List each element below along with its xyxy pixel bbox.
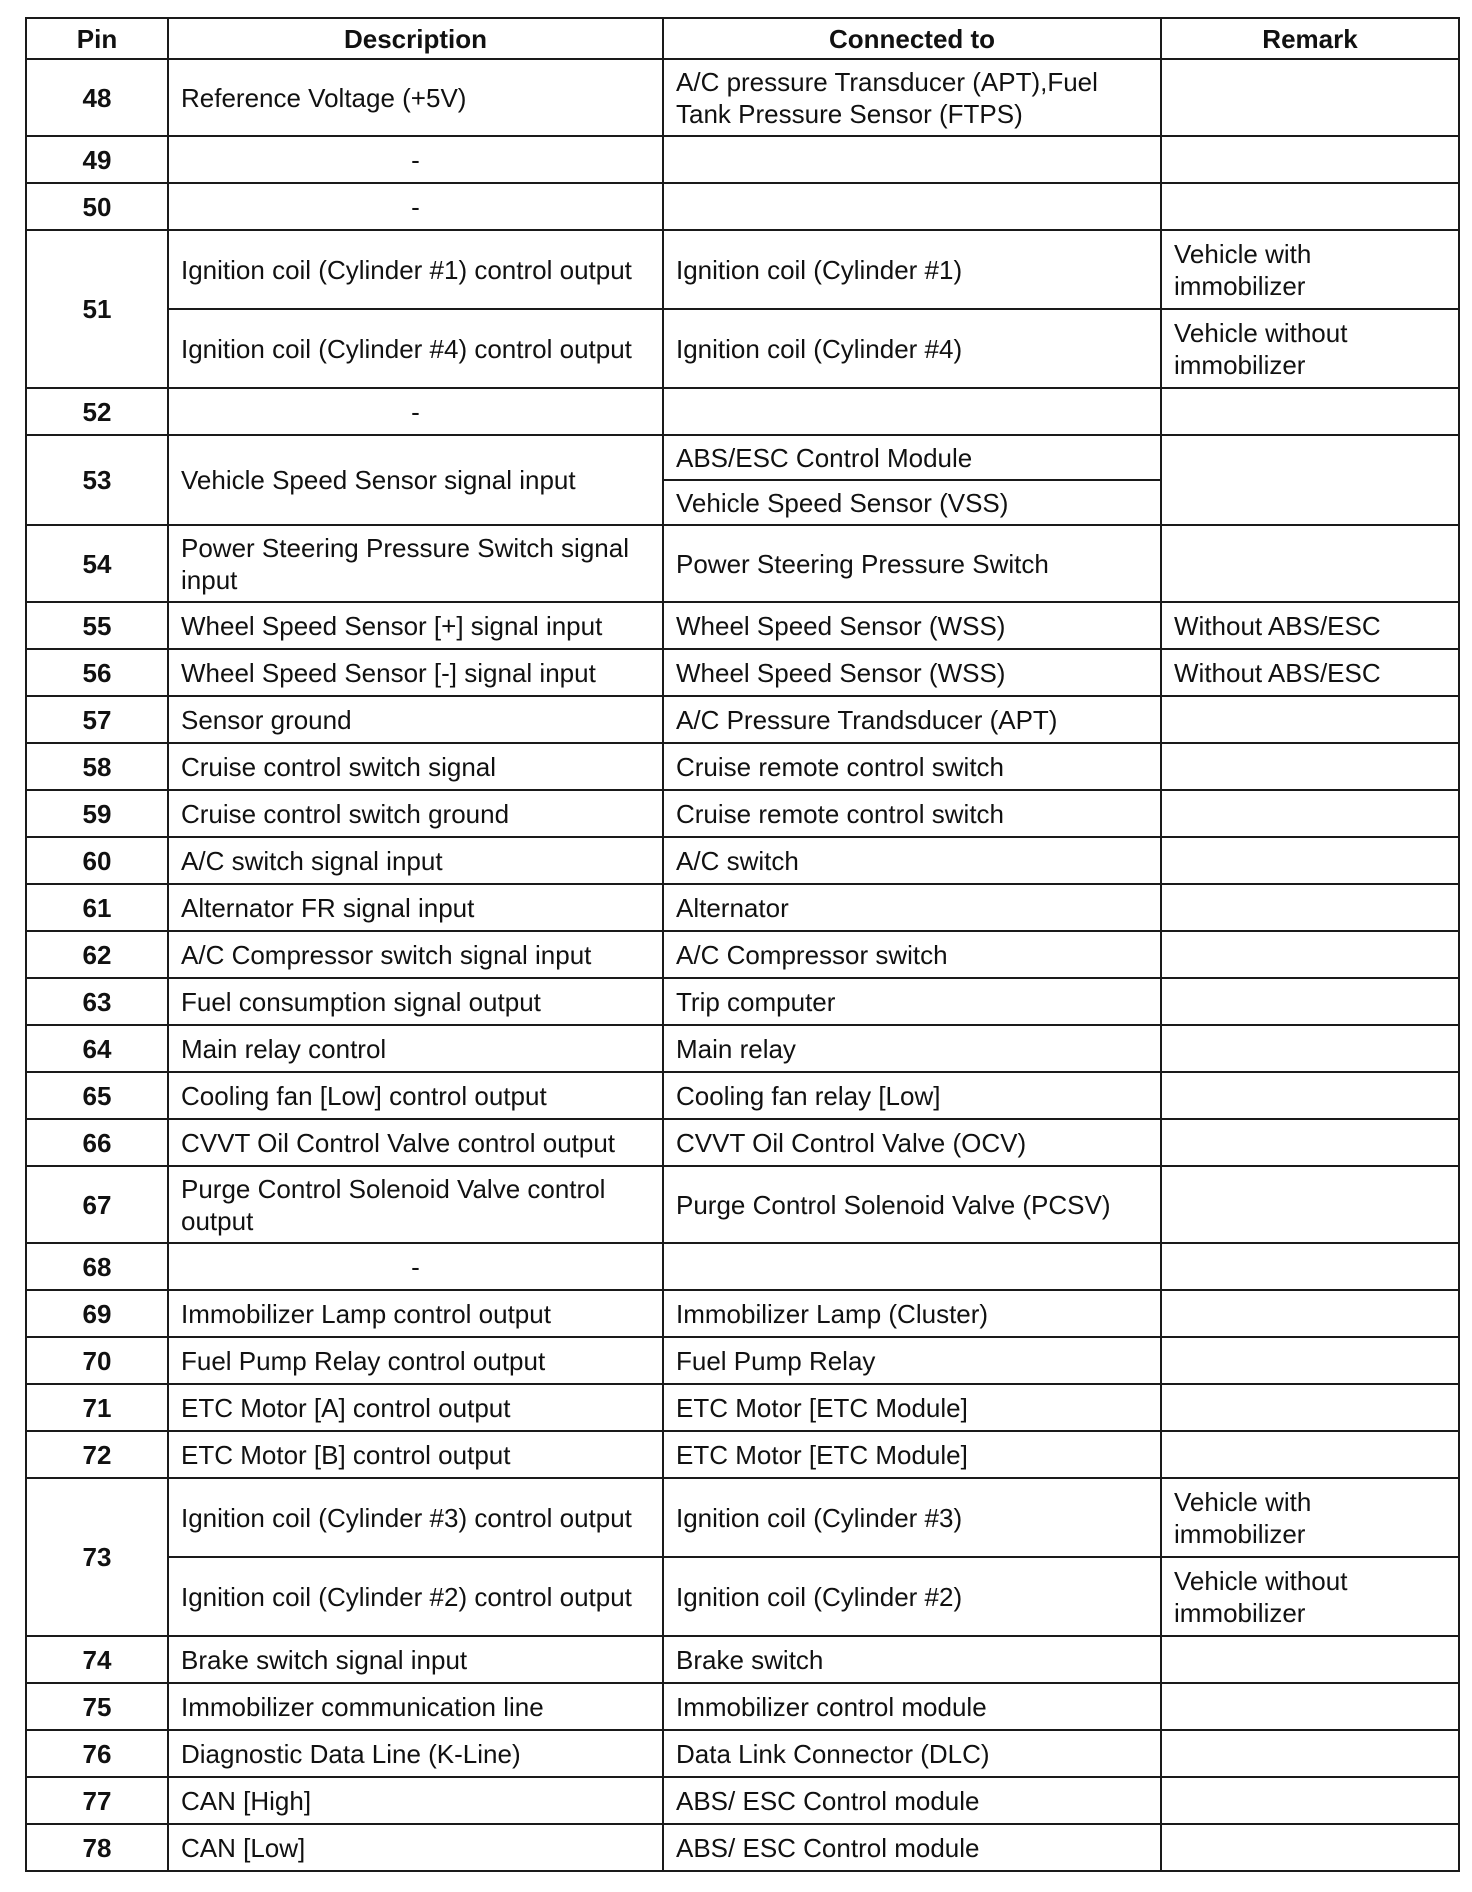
pin-number: 63 xyxy=(26,978,168,1025)
connected-to-cell: Data Link Connector (DLC) xyxy=(663,1730,1161,1777)
remark-cell xyxy=(1161,1683,1459,1730)
remark-cell xyxy=(1161,1337,1459,1384)
pin-number: 60 xyxy=(26,837,168,884)
remark-cell xyxy=(1161,1243,1459,1290)
pin-number: 57 xyxy=(26,696,168,743)
header-row xyxy=(26,18,1459,59)
table-row xyxy=(26,1431,1459,1478)
pin-number: 48 xyxy=(26,59,168,136)
remark-cell xyxy=(1161,1824,1459,1871)
table-row xyxy=(26,1290,1459,1337)
connected-to-cell: CVVT Oil Control Valve (OCV) xyxy=(663,1119,1161,1166)
pin-number: 70 xyxy=(26,1337,168,1384)
pin-number: 49 xyxy=(26,136,168,183)
table-row xyxy=(26,388,1459,435)
pin-number: 65 xyxy=(26,1072,168,1119)
connected-to-cell: Brake switch xyxy=(663,1636,1161,1683)
pin-number: 75 xyxy=(26,1683,168,1730)
connected-to-cell xyxy=(663,183,1161,230)
connected-to-cell: Power Steering Pressure Switch xyxy=(663,525,1161,602)
description-cell: Ignition coil (Cylinder #4) control output xyxy=(168,309,663,388)
remark-cell: Vehicle with immobilizer xyxy=(1161,1478,1459,1557)
header-description: Description xyxy=(168,18,663,59)
connected-to-cell: Wheel Speed Sensor (WSS) xyxy=(663,602,1161,649)
pin-number: 77 xyxy=(26,1777,168,1824)
pin-number: 55 xyxy=(26,602,168,649)
pin-number: 58 xyxy=(26,743,168,790)
table-row xyxy=(26,183,1459,230)
header-pin: Pin xyxy=(26,18,168,59)
remark-cell: Vehicle without immobilizer xyxy=(1161,309,1459,388)
remark-cell xyxy=(1161,1777,1459,1824)
remark-cell: Without ABS/ESC xyxy=(1161,649,1459,696)
table-row xyxy=(26,435,1459,480)
description-cell: Purge Control Solenoid Valve control output xyxy=(168,1166,663,1243)
remark-cell xyxy=(1161,696,1459,743)
table-row xyxy=(26,696,1459,743)
connected-to-cell: Main relay xyxy=(663,1025,1161,1072)
connected-to-cell: Ignition coil (Cylinder #2) xyxy=(663,1557,1161,1636)
connected-to-cell: Ignition coil (Cylinder #3) xyxy=(663,1478,1161,1557)
connected-to-cell: Cruise remote control switch xyxy=(663,743,1161,790)
table-row xyxy=(26,931,1459,978)
pin-number: 54 xyxy=(26,525,168,602)
connected-to-cell: ABS/ ESC Control module xyxy=(663,1824,1161,1871)
table-row xyxy=(26,1243,1459,1290)
description-cell: Alternator FR signal input xyxy=(168,884,663,931)
description-cell: Diagnostic Data Line (K-Line) xyxy=(168,1730,663,1777)
remark-cell xyxy=(1161,1290,1459,1337)
description-cell: Brake switch signal input xyxy=(168,1636,663,1683)
remark-cell xyxy=(1161,1431,1459,1478)
description-cell: Cooling fan [Low] control output xyxy=(168,1072,663,1119)
connected-to-cell xyxy=(663,388,1161,435)
table-row xyxy=(26,1636,1459,1683)
remark-cell: Vehicle with immobilizer xyxy=(1161,230,1459,309)
remark-cell xyxy=(1161,1730,1459,1777)
remark-cell xyxy=(1161,525,1459,602)
table-row xyxy=(26,649,1459,696)
description-cell: Ignition coil (Cylinder #3) control output xyxy=(168,1478,663,1557)
table-row xyxy=(26,790,1459,837)
connected-to-cell: Vehicle Speed Sensor (VSS) xyxy=(663,480,1161,525)
description-cell: Cruise control switch signal xyxy=(168,743,663,790)
pin-number: 72 xyxy=(26,1431,168,1478)
description-cell: - xyxy=(168,1243,663,1290)
table-row xyxy=(26,1384,1459,1431)
remark-cell xyxy=(1161,1384,1459,1431)
description-cell: Immobilizer communication line xyxy=(168,1683,663,1730)
connected-to-cell: Ignition coil (Cylinder #4) xyxy=(663,309,1161,388)
pin-number: 64 xyxy=(26,1025,168,1072)
pin-number: 62 xyxy=(26,931,168,978)
description-cell: Vehicle Speed Sensor signal input xyxy=(168,435,663,525)
table-row xyxy=(26,743,1459,790)
pin-number: 56 xyxy=(26,649,168,696)
connected-to-cell: A/C pressure Transducer (APT),Fuel Tank Pressure Sensor (FTPS) xyxy=(663,59,1161,136)
connected-to-cell: Immobilizer control module xyxy=(663,1683,1161,1730)
connected-to-cell: Cruise remote control switch xyxy=(663,790,1161,837)
remark-cell xyxy=(1161,435,1459,525)
description-cell: Ignition coil (Cylinder #2) control output xyxy=(168,1557,663,1636)
pin-number: 71 xyxy=(26,1384,168,1431)
description-cell: CAN [Low] xyxy=(168,1824,663,1871)
pin-number: 74 xyxy=(26,1636,168,1683)
pin-number: 52 xyxy=(26,388,168,435)
table-row xyxy=(26,884,1459,931)
pin-number: 66 xyxy=(26,1119,168,1166)
table-row xyxy=(26,59,1459,136)
remark-cell xyxy=(1161,884,1459,931)
description-cell: Wheel Speed Sensor [+] signal input xyxy=(168,602,663,649)
remark-cell xyxy=(1161,136,1459,183)
table-row xyxy=(26,1683,1459,1730)
connected-to-cell: ABS/ ESC Control module xyxy=(663,1777,1161,1824)
connected-to-cell: Trip computer xyxy=(663,978,1161,1025)
description-cell: Fuel consumption signal output xyxy=(168,978,663,1025)
pin-number: 73 xyxy=(26,1478,168,1636)
description-cell: A/C Compressor switch signal input xyxy=(168,931,663,978)
connected-to-cell: Cooling fan relay [Low] xyxy=(663,1072,1161,1119)
table-row xyxy=(26,1025,1459,1072)
table-row xyxy=(26,1337,1459,1384)
connected-to-cell: Ignition coil (Cylinder #1) xyxy=(663,230,1161,309)
pin-number: 78 xyxy=(26,1824,168,1871)
pin-number: 59 xyxy=(26,790,168,837)
pin-number: 50 xyxy=(26,183,168,230)
description-cell: Main relay control xyxy=(168,1025,663,1072)
header-remark: Remark xyxy=(1161,18,1459,59)
pin-table xyxy=(25,17,1460,1872)
connected-to-cell: Purge Control Solenoid Valve (PCSV) xyxy=(663,1166,1161,1243)
header-connected-to: Connected to xyxy=(663,18,1161,59)
remark-cell xyxy=(1161,1166,1459,1243)
table-row xyxy=(26,1777,1459,1824)
remark-cell xyxy=(1161,183,1459,230)
description-cell: A/C switch signal input xyxy=(168,837,663,884)
remark-cell xyxy=(1161,1072,1459,1119)
remark-cell xyxy=(1161,743,1459,790)
connected-to-cell: ABS/ESC Control Module xyxy=(663,435,1161,480)
table-row xyxy=(26,136,1459,183)
pin-number: 67 xyxy=(26,1166,168,1243)
pin-number: 69 xyxy=(26,1290,168,1337)
connected-to-cell: A/C Pressure Trandsducer (APT) xyxy=(663,696,1161,743)
connected-to-cell: A/C Compressor switch xyxy=(663,931,1161,978)
description-cell: ETC Motor [B] control output xyxy=(168,1431,663,1478)
remark-cell xyxy=(1161,1636,1459,1683)
remark-cell xyxy=(1161,837,1459,884)
pin-number: 51 xyxy=(26,230,168,388)
remark-cell xyxy=(1161,790,1459,837)
remark-cell xyxy=(1161,978,1459,1025)
table-row xyxy=(26,978,1459,1025)
connected-to-cell: Fuel Pump Relay xyxy=(663,1337,1161,1384)
table-row xyxy=(26,230,1459,309)
connected-to-cell xyxy=(663,136,1161,183)
connected-to-cell xyxy=(663,1243,1161,1290)
pin-number: 68 xyxy=(26,1243,168,1290)
remark-cell xyxy=(1161,1119,1459,1166)
connected-to-cell: ETC Motor [ETC Module] xyxy=(663,1384,1161,1431)
remark-cell xyxy=(1161,388,1459,435)
connected-to-cell: Wheel Speed Sensor (WSS) xyxy=(663,649,1161,696)
remark-cell xyxy=(1161,59,1459,136)
table-row xyxy=(26,309,1459,388)
table-row xyxy=(26,1730,1459,1777)
description-cell: Power Steering Pressure Switch signal input xyxy=(168,525,663,602)
remark-cell xyxy=(1161,931,1459,978)
table-row xyxy=(26,837,1459,884)
description-cell: - xyxy=(168,183,663,230)
description-cell: Immobilizer Lamp control output xyxy=(168,1290,663,1337)
description-cell: CVVT Oil Control Valve control output xyxy=(168,1119,663,1166)
table-row xyxy=(26,1478,1459,1557)
connected-to-cell: ETC Motor [ETC Module] xyxy=(663,1431,1161,1478)
description-cell: ETC Motor [A] control output xyxy=(168,1384,663,1431)
description-cell: Reference Voltage (+5V) xyxy=(168,59,663,136)
remark-cell: Without ABS/ESC xyxy=(1161,602,1459,649)
table-row xyxy=(26,602,1459,649)
pin-number: 53 xyxy=(26,435,168,525)
pin-number: 61 xyxy=(26,884,168,931)
table-row xyxy=(26,1119,1459,1166)
description-cell: Sensor ground xyxy=(168,696,663,743)
connected-to-cell: A/C switch xyxy=(663,837,1161,884)
table-row xyxy=(26,1824,1459,1871)
description-cell: - xyxy=(168,136,663,183)
description-cell: Ignition coil (Cylinder #1) control output xyxy=(168,230,663,309)
table-row xyxy=(26,525,1459,602)
pin-number: 76 xyxy=(26,1730,168,1777)
description-cell: Cruise control switch ground xyxy=(168,790,663,837)
connected-to-cell: Alternator xyxy=(663,884,1161,931)
table-row xyxy=(26,1557,1459,1636)
description-cell: - xyxy=(168,388,663,435)
description-cell: CAN [High] xyxy=(168,1777,663,1824)
description-cell: Fuel Pump Relay control output xyxy=(168,1337,663,1384)
description-cell: Wheel Speed Sensor [-] signal input xyxy=(168,649,663,696)
connected-to-cell: Immobilizer Lamp (Cluster) xyxy=(663,1290,1161,1337)
table-row xyxy=(26,1072,1459,1119)
remark-cell: Vehicle without immobilizer xyxy=(1161,1557,1459,1636)
table-row xyxy=(26,1166,1459,1243)
remark-cell xyxy=(1161,1025,1459,1072)
